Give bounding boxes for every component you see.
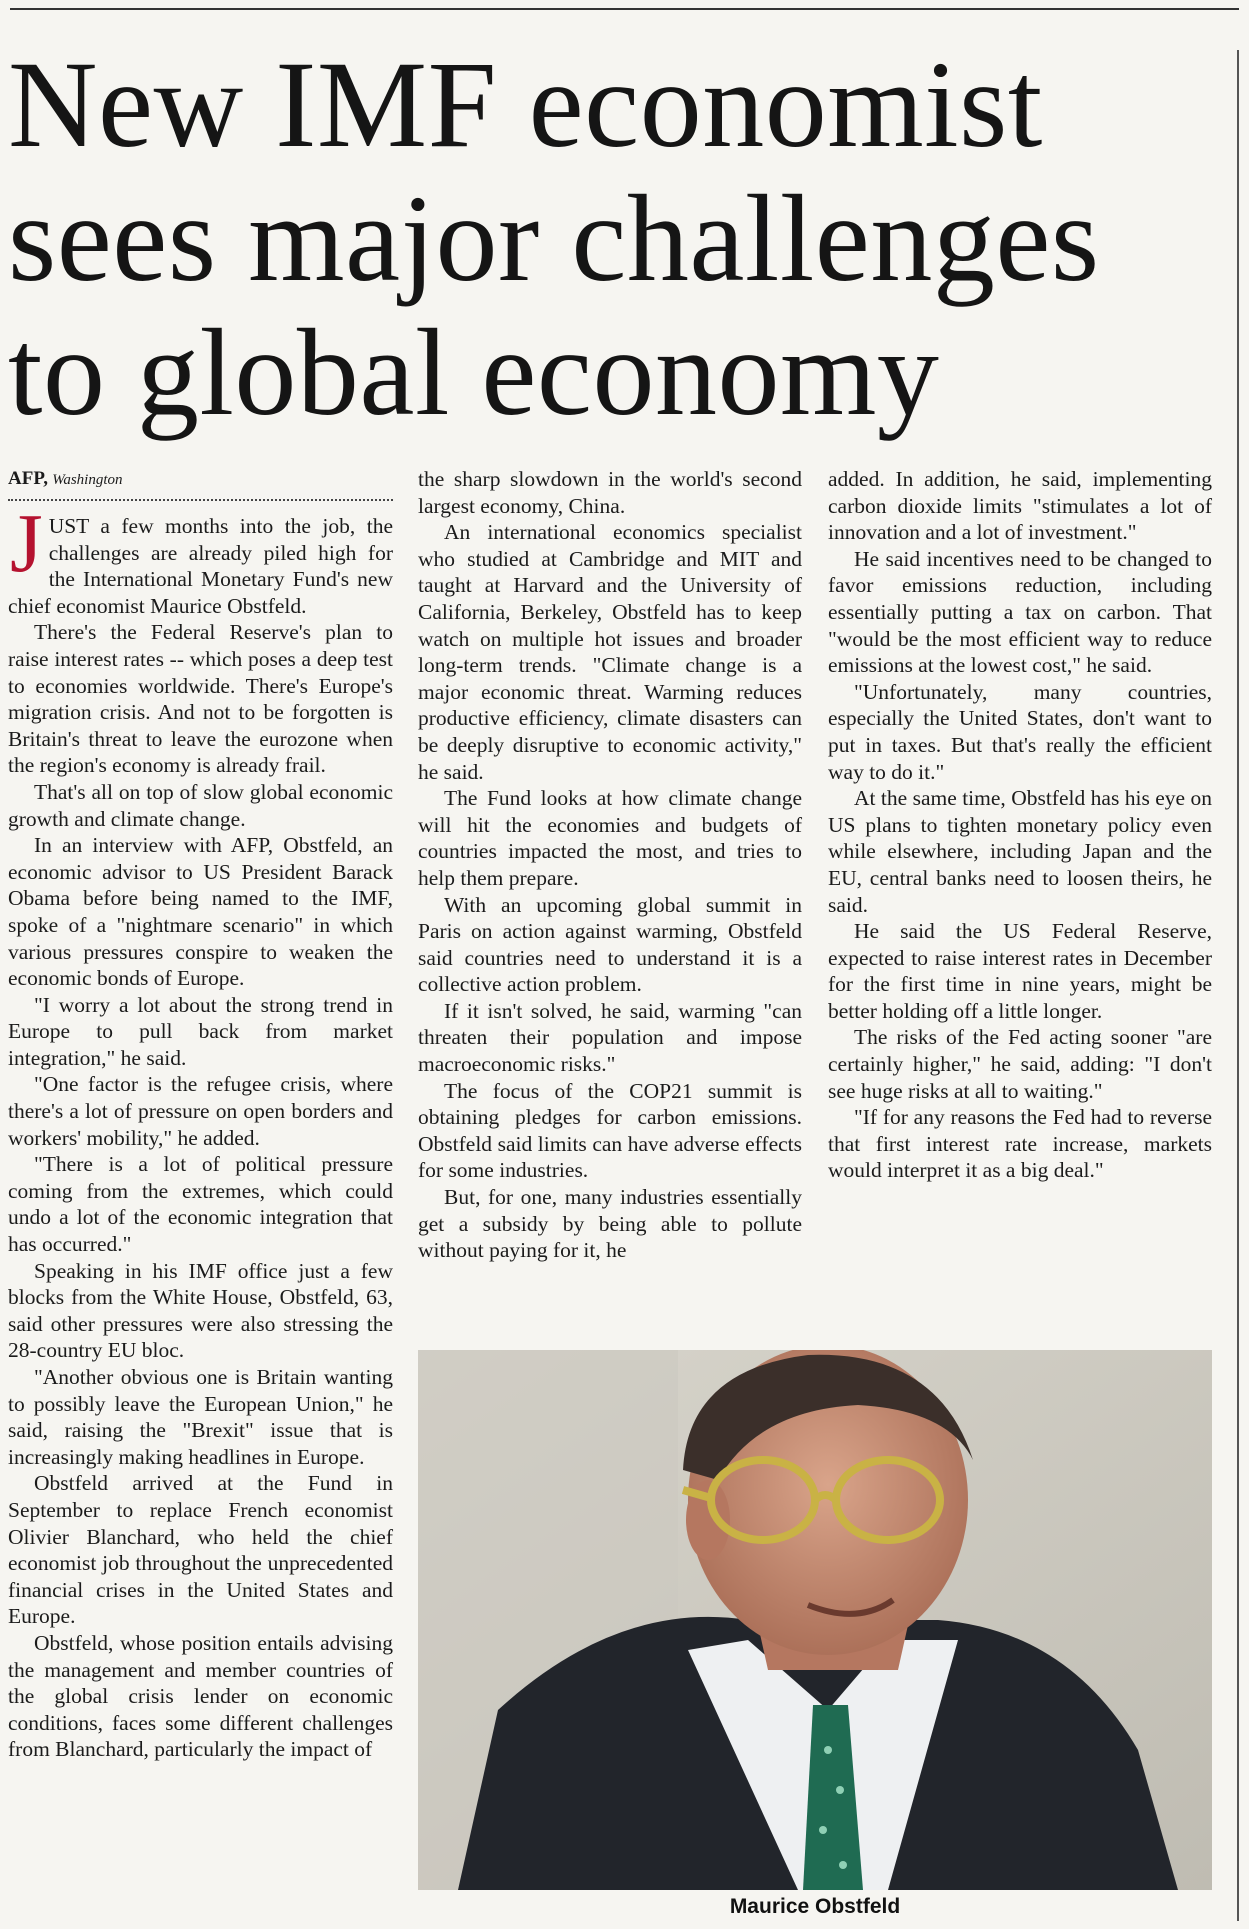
paragraph: "I worry a lot about the strong trend in Europe to pull back from market integration," he said.: [8, 992, 393, 1070]
portrait-illustration: [418, 1350, 1212, 1890]
headline-line: New IMF economist: [8, 36, 1043, 173]
headline-line: sees major challenges: [8, 170, 1100, 307]
paragraph: That's all on top of slow global economic growth and climate change.: [8, 779, 393, 831]
paragraph: "Unfortunately, many countries, especially the United States, don't want to put in taxes. But that's really the efficient way to do it.": [828, 679, 1212, 784]
article-column-2: [418, 466, 802, 1264]
paragraph: He said incentives need to be changed to favor emissions reduction, including essentially putting a tax on carbon. That "would be the most efficient way to reduce emissions at the lowest cost," he said.: [828, 546, 1212, 678]
paragraph: "One factor is the refugee crisis, where there's a lot of pressure on open borders and workers' mobility," he added.: [8, 1072, 393, 1150]
article-column-1: [8, 466, 393, 1763]
paragraph: In an interview with AFP, Obstfeld, an economic advisor to US President Barack Obama before being named to the IMF, spoke of a "nightmare scenario" in which various pressures conspire to weaken the economic bonds of Europe.: [8, 833, 393, 991]
byline-place: Washington: [52, 472, 123, 488]
paragraph-text: UST a few months into the job, the challenges are already piled high for the International Monetary Fund's new chief economist Maurice Obstfeld.: [8, 514, 393, 618]
paragraph: With an upcoming global summit in Paris on action against warming, Obstfeld said countries need to understand it is a collective action problem.: [418, 892, 802, 997]
photo-caption: Maurice Obstfeld: [729, 1895, 901, 1918]
paragraph: Obstfeld, whose position entails advising the management and member countries of the global crisis lender on economic conditions, faces some different challenges from Blanchard, particularly the impact of: [8, 1630, 393, 1762]
paragraph: An international economics specialist who studied at Cambridge and MIT and taught at Harvard and the University of California, Berkeley, Obstfeld has to keep watch on multiple hot issues and broader long-term trends. "Climate change is a major economic threat. Warming reduces productive efficiency, climate disasters can be deeply disruptive to economic activity," he said.: [418, 520, 802, 784]
portrait-photo: [418, 1350, 1212, 1890]
byline-source: AFP,: [8, 468, 48, 489]
headline: [8, 38, 1233, 440]
top-rule: [10, 8, 1239, 10]
paragraph: The Fund looks at how climate change will hit the economies and budgets of countries impacted the most, and tries to help them prepare.: [418, 786, 802, 890]
lead-paragraph: [8, 497, 393, 619]
paragraph: the sharp slowdown in the world's second largest economy, China.: [418, 467, 802, 518]
drop-cap: J: [10, 497, 43, 590]
paragraph: added. In addition, he said, implementing carbon dioxide limits "stimulates a lot of innovation and a lot of investment.": [828, 467, 1212, 545]
paragraph: Obstfeld arrived at the Fund in September to replace French economist Olivier Blanchard, who held the chief economist job throughout the unprecedented financial crises in the United States and Europe.: [8, 1471, 393, 1629]
dotted-divider: [8, 499, 393, 501]
paragraph: The focus of the COP21 summit is obtaining pledges for carbon emissions. Obstfeld said limits can have adverse effects for some industries.: [418, 1078, 802, 1183]
headline-line: to global economy: [8, 304, 940, 441]
article-column-3: [828, 466, 1212, 1184]
paragraph: The risks of the Fed acting sooner "are certainly higher," he said, adding: "I don't see huge risks at all to waiting.": [828, 1025, 1212, 1103]
paragraph: He said the US Federal Reserve, expected to raise interest rates in December for the first time in nine years, might be better holding off a little longer.: [828, 919, 1212, 1023]
paragraph: "If for any reasons the Fed had to reverse that first interest rate increase, markets would interpret it as a big deal.": [828, 1105, 1212, 1183]
paragraph: There's the Federal Reserve's plan to raise interest rates -- which poses a deep test to economies worldwide. There's Europe's migration crisis. And not to be forgotten is Britain's threat to leave the eurozone when the region's economy is already frail.: [8, 620, 393, 778]
paragraph: "Another obvious one is Britain wanting to possibly leave the European Union," he said, raising the "Brexit" issue that is increasingly making headlines in Europe.: [8, 1365, 393, 1469]
column-rule: [1237, 50, 1239, 1921]
byline: [8, 466, 393, 493]
paragraph: Speaking in his IMF office just a few blocks from the White House, Obstfeld, 63, said other pressures were also stressing the 28-country EU bloc.: [8, 1258, 393, 1363]
paragraph: But, for one, many industries essentially get a subsidy by being able to pollute without paying for it, he: [418, 1185, 802, 1263]
paragraph: "There is a lot of political pressure coming from the extremes, which could undo a lot of the economic integration that has occurred.": [8, 1152, 393, 1257]
paragraph: At the same time, Obstfeld has his eye on US plans to tighten monetary policy even while elsewhere, including Japan and the EU, central banks need to loosen theirs, he said.: [828, 786, 1212, 917]
paragraph: If it isn't solved, he said, warming "can threaten their population and impose macroeconomic risks.": [418, 998, 802, 1077]
